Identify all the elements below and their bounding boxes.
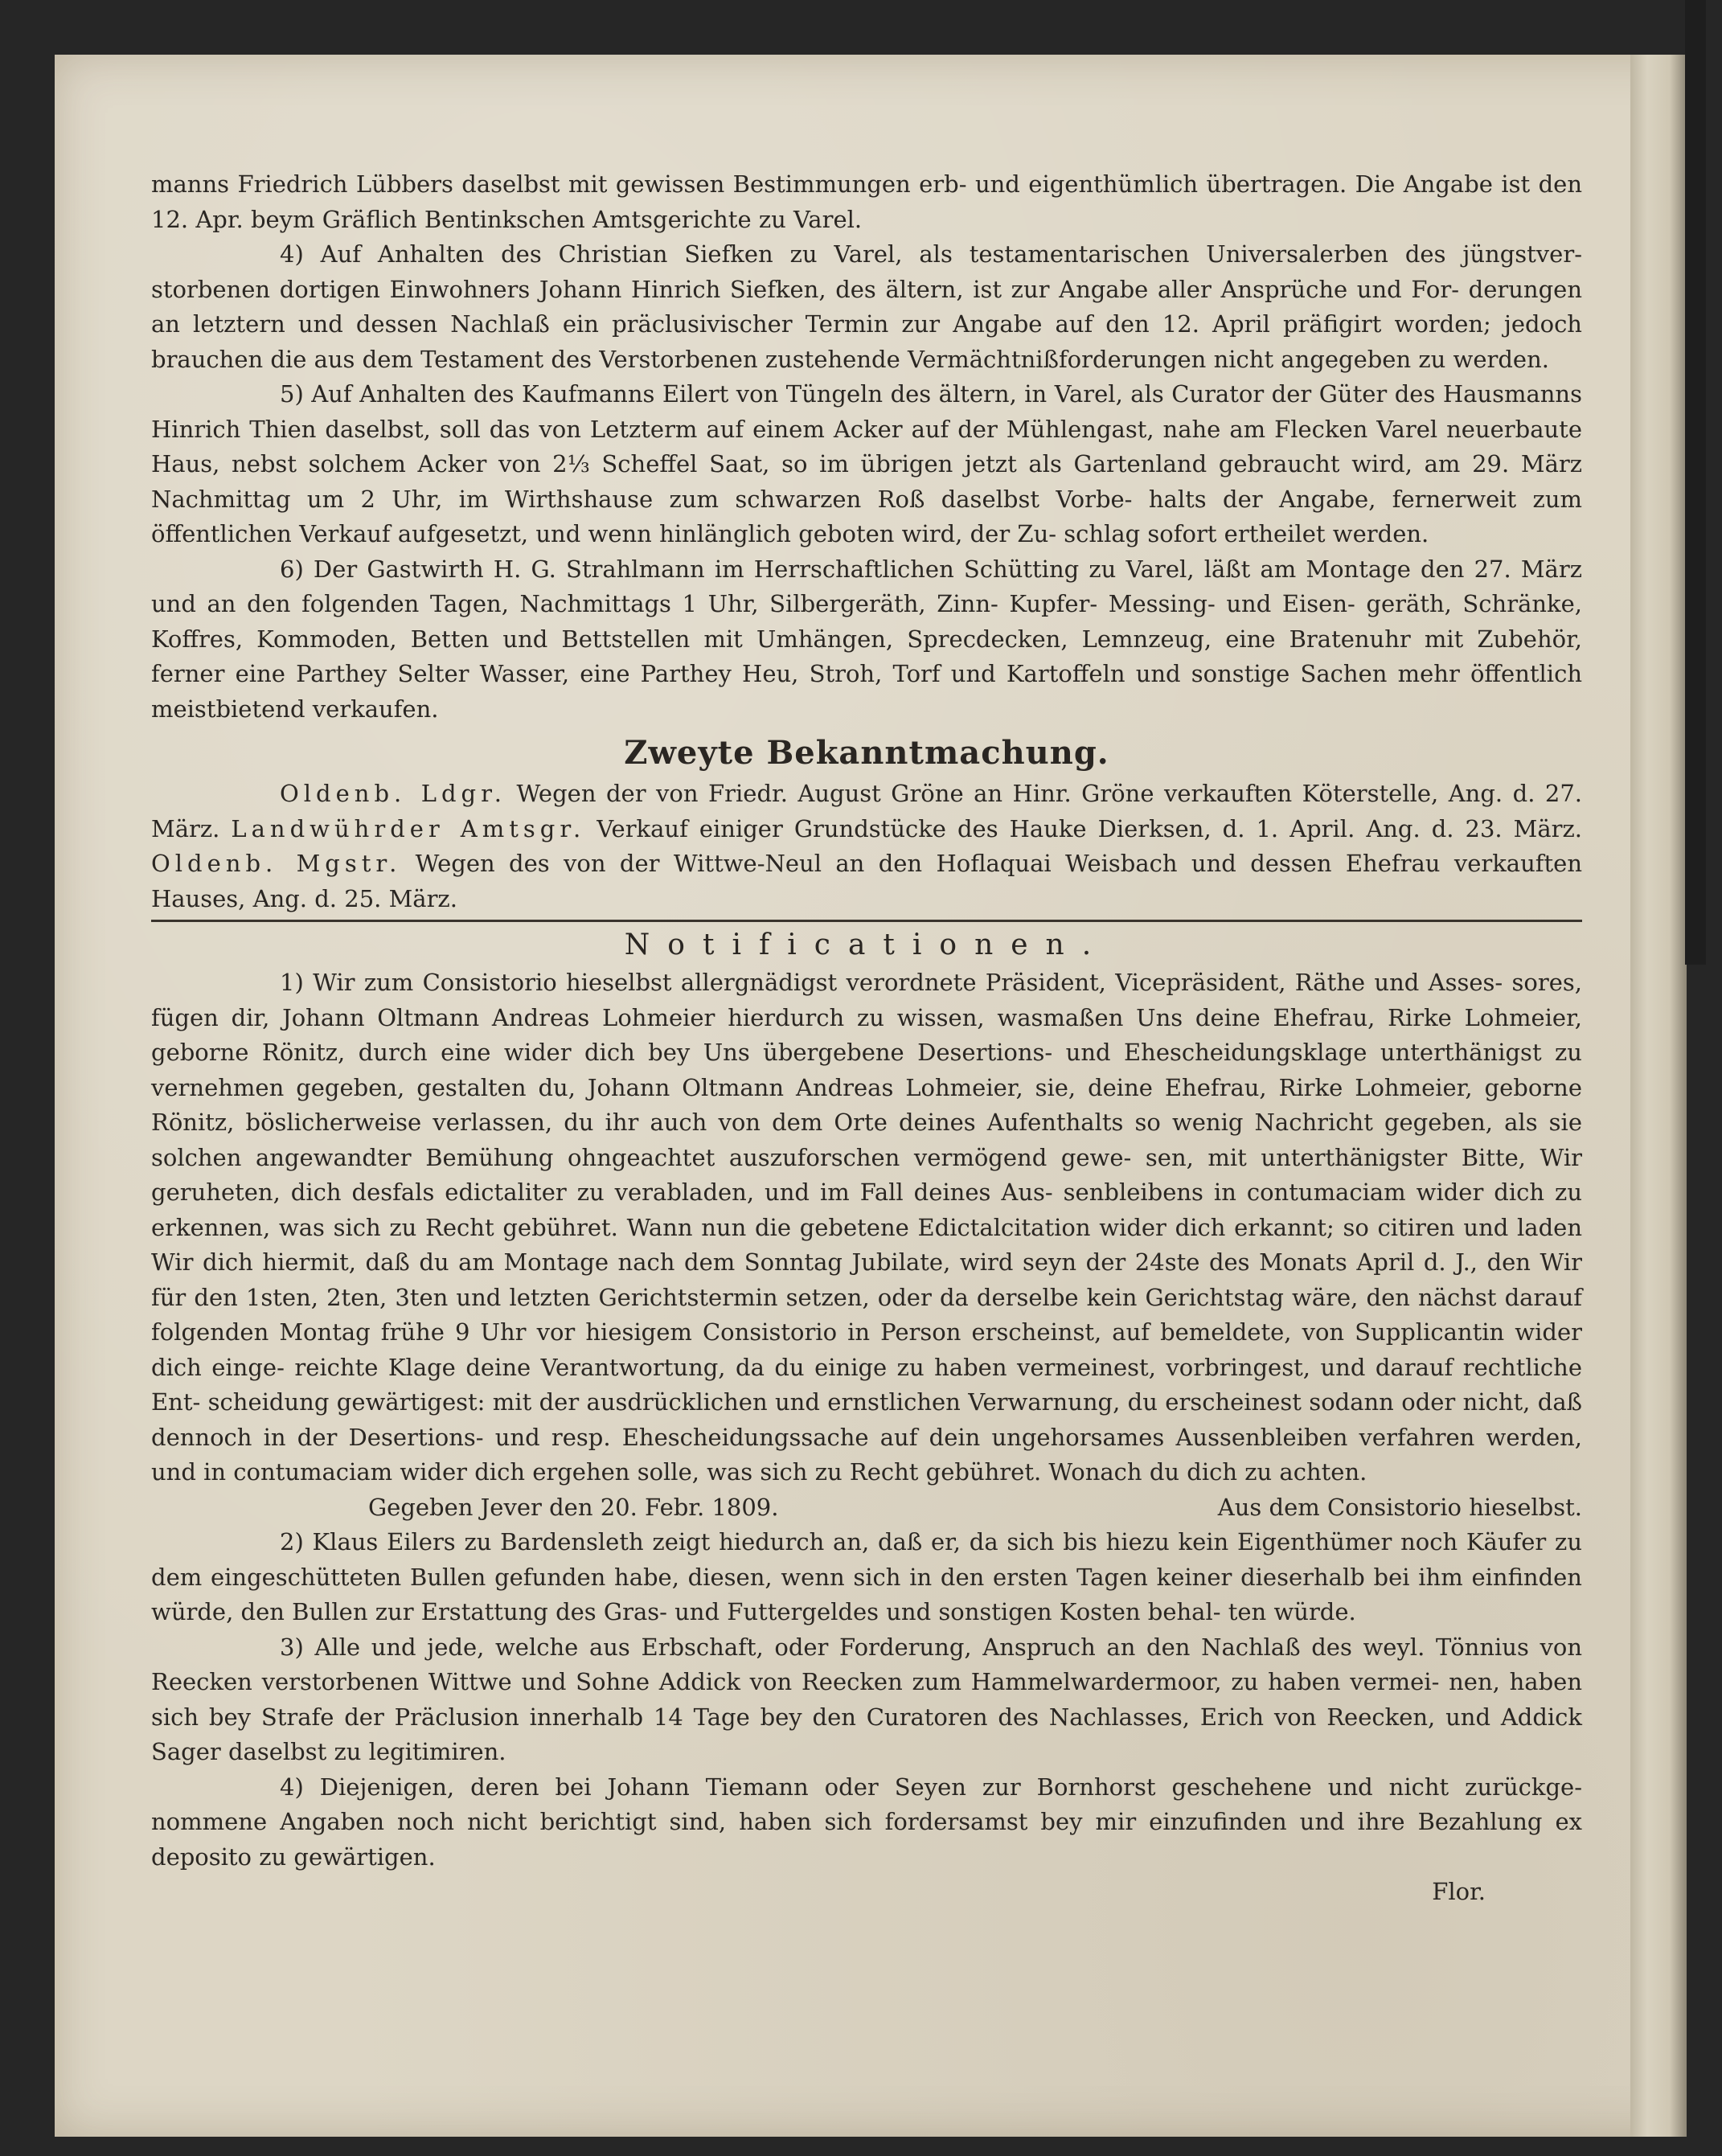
paragraph-continuation: manns Friedrich Lübbers daselbst mit gewissen Bestimmungen erb- und eigenthümlich übertragen. Die Angabe ist den 12. Apr. beym Gräflich Bentinkschen Amtsgerichte zu Varel. <box>151 170 1582 233</box>
second-announcement-item-1: Wegen der von Friedr. August Gröne an Hinr. Gröne verkauften Köterstelle, Ang. d. 27. März. <box>151 780 1583 842</box>
court-oldenburg-ldgr: Oldenb. Ldgr. <box>280 780 506 807</box>
court-oldenburg-mgstr: Oldenb. Mgstr. <box>151 850 402 877</box>
page-text-block <box>151 167 1582 1910</box>
notification-1-footer <box>151 1490 1582 1526</box>
second-announcement-item-3: Wegen des von der Wittwe-Neul an den Hoflaquai Weisbach und dessen Ehefrau verkauften Hauses, Ang. d. 25. März. <box>151 850 1582 912</box>
second-announcement-paragraph <box>151 777 1582 916</box>
notification-1-signature: Aus dem Consistorio hieselbst. <box>1217 1493 1582 1521</box>
notification-4-signature: Flor. <box>1432 1878 1486 1905</box>
notification-2: 2) Klaus Eilers zu Bardensleth zeigt hiedurch an, daß er, da sich bis hiezu kein Eigenthümer noch Käufer zu dem eingeschütteten Bullen gefunden habe, diesen, wenn sich in den ersten Tagen keiner dieserhalb bei ihm einfinden würde, den Bullen zur Erstattung des Gras- und Futtergeldes und sonstigen Kosten behal- ten würde. <box>151 1528 1582 1625</box>
heading-zweyte-bekanntmachung: Zweyte Bekanntmachung. <box>624 734 1109 772</box>
notification-1: 1) Wir zum Consistorio hieselbst allergnädigst verordnete Präsident, Vicepräsident, Räthe und Asses- sores, fügen dir, Johann Oltmann Andreas Lohmeier hierdurch zu wissen, wasmaßen Uns deine Ehefrau, Rirke Lohmeier, geborne Rönitz, durch eine wider dich bey Uns übergebene Desertions- und Ehescheidungsklage unterthänigst zu vernehmen gegeben, gestalten du, Johann Oltmann Andreas Lohmeier, sie, deine Ehefrau, Rirke Lohmeier, geborne Rönitz, böslicherweise verlassen, du ihr auch von dem Orte deines Aufenthalts so wenig Nachricht gegeben, als sie solchen angewandter Bemühung ohngeachtet auszuforschen vermögend gewe- sen, mit unterthänigster Bitte, Wir geruheten, dich desfals edictaliter zu verabladen, und im Fall deines Aus- senbleibens in contumaciam wider dich zu erkennen, was sich zu Recht gebühret. Wann nun die gebetene Edictalcitation wider dich erkannt; so citiren und laden Wir dich hiermit, daß du am Montage nach dem Sonntag Jubilate, wird seyn der 24ste des Monats April d. J., den Wir für den 1sten, 2ten, 3ten und letzten Gerichtstermin setzen, oder da derselbe kein Gerichtstag wäre, den nächst darauf folgenden Montag frühe 9 Uhr vor hiesigem Consistorio in Person erscheinst, auf bemeldete, von Supplicantin wider dich einge- reichte Klage deine Verantwortung, da du einige zu haben vermeinest, vorbringest, und darauf rechtliche Ent- scheidung gewärtigest: mit der ausdrücklichen und ernstlichen Verwarnung, du erscheinest sodann oder nicht, daß dennoch in der Desertions- und resp. Ehescheidungssache auf dein ungehorsames Aussenbleiben verfahren werden, und in contumaciam wider dich ergehen solle, was sich zu Recht gebühret. Wonach du dich zu achten. <box>151 969 1582 1486</box>
binding-gutter-strip <box>1685 0 1706 965</box>
notice-4: 4) Auf Anhalten des Christian Siefken zu Varel, als testamentarischen Universalerben des jüngstver- storbenen dortigen Einwohners Johann Hinrich Siefken, des ältern, ist zur Angabe aller Ansprüche und For- derungen an letztern und dessen Nachlaß ein präclusivischer Termin zur Angabe auf den 12. April präfigirt worden; jedoch brauchen die aus dem Testament des Verstorbenen zustehende Vermächtnißforderungen nicht angegeben zu werden. <box>151 240 1582 373</box>
notification-3: 3) Alle und jede, welche aus Erbschaft, oder Forderung, Anspruch an den Nachlaß des weyl. Tönnius von Reecken verstorbenen Wittwe und Sohne Addick von Reecken zum Hammelwardermoor, zu haben vermei- nen, haben sich bey Strafe der Präclusion innerhalb 14 Tage bey den Curatoren des Nachlasses, Erich von Reecken, und Addick Sager daselbst zu legitimiren. <box>151 1633 1582 1765</box>
page-spine-edge <box>1630 55 1687 2137</box>
notification-4: 4) Diejenigen, deren bei Johann Tiemann oder Seyen zur Bornhorst geschehene und nicht zurückge- nommene Angaben noch nicht berichtigt sind, haben sich fordersamst bey mir einzufinden und ihre Bezahlung ex deposito zu gewärtigen. <box>151 1773 1582 1871</box>
court-landwuehrder: Landwührder Amtsgr. <box>231 814 586 842</box>
second-announcement-item-2: Verkauf einiger Grundstücke des Hauke Dierksen, d. 1. April. Ang. d. 23. März. <box>597 814 1583 842</box>
notice-6: 6) Der Gastwirth H. G. Strahlmann im Herrschaftlichen Schütting zu Varel, läßt am Montage den 27. März und an den folgenden Tagen, Nachmittags 1 Uhr, Silbergeräth, Zinn- Kupfer- Messing- und Eisen- geräth, Schränke, Koffres, Kommoden, Betten und Bettstellen mit Umhängen, Sprecdecken, Lemnzeug, eine Bratenuhr mit Zubehör, ferner eine Parthey Selter Wasser, eine Parthey Heu, Stroh, Torf und Kartoffeln und sonstige Sachen mehr öffentlich meistbietend verkaufen. <box>151 555 1582 723</box>
section-divider-rule <box>151 920 1582 922</box>
heading-notificationen: Notificationen. <box>624 928 1109 961</box>
notice-5: 5) Auf Anhalten des Kaufmanns Eilert von Tüngeln des ältern, in Varel, als Curator der Güter des Hausmanns Hinrich Thien daselbst, soll das von Letzterm auf einem Acker auf der Mühlengast, nahe am Flecken Varel neuerbaute Haus, nebst solchem Acker von 2⅓ Scheffel Saat, so im übrigen jetzt als Gartenland gebraucht wird, am 29. März Nachmittag um 2 Uhr, im Wirthshause zum schwarzen Roß daselbst Vorbe- halts der Angabe, fernerweit zum öffentlichen Verkauf aufgesetzt, und wenn hinlänglich geboten wird, der Zu- schlag sofort ertheilet werden. <box>151 380 1582 547</box>
newspaper-page <box>55 55 1687 2137</box>
notification-1-date: Gegeben Jever den 20. Febr. 1809. <box>368 1493 779 1521</box>
